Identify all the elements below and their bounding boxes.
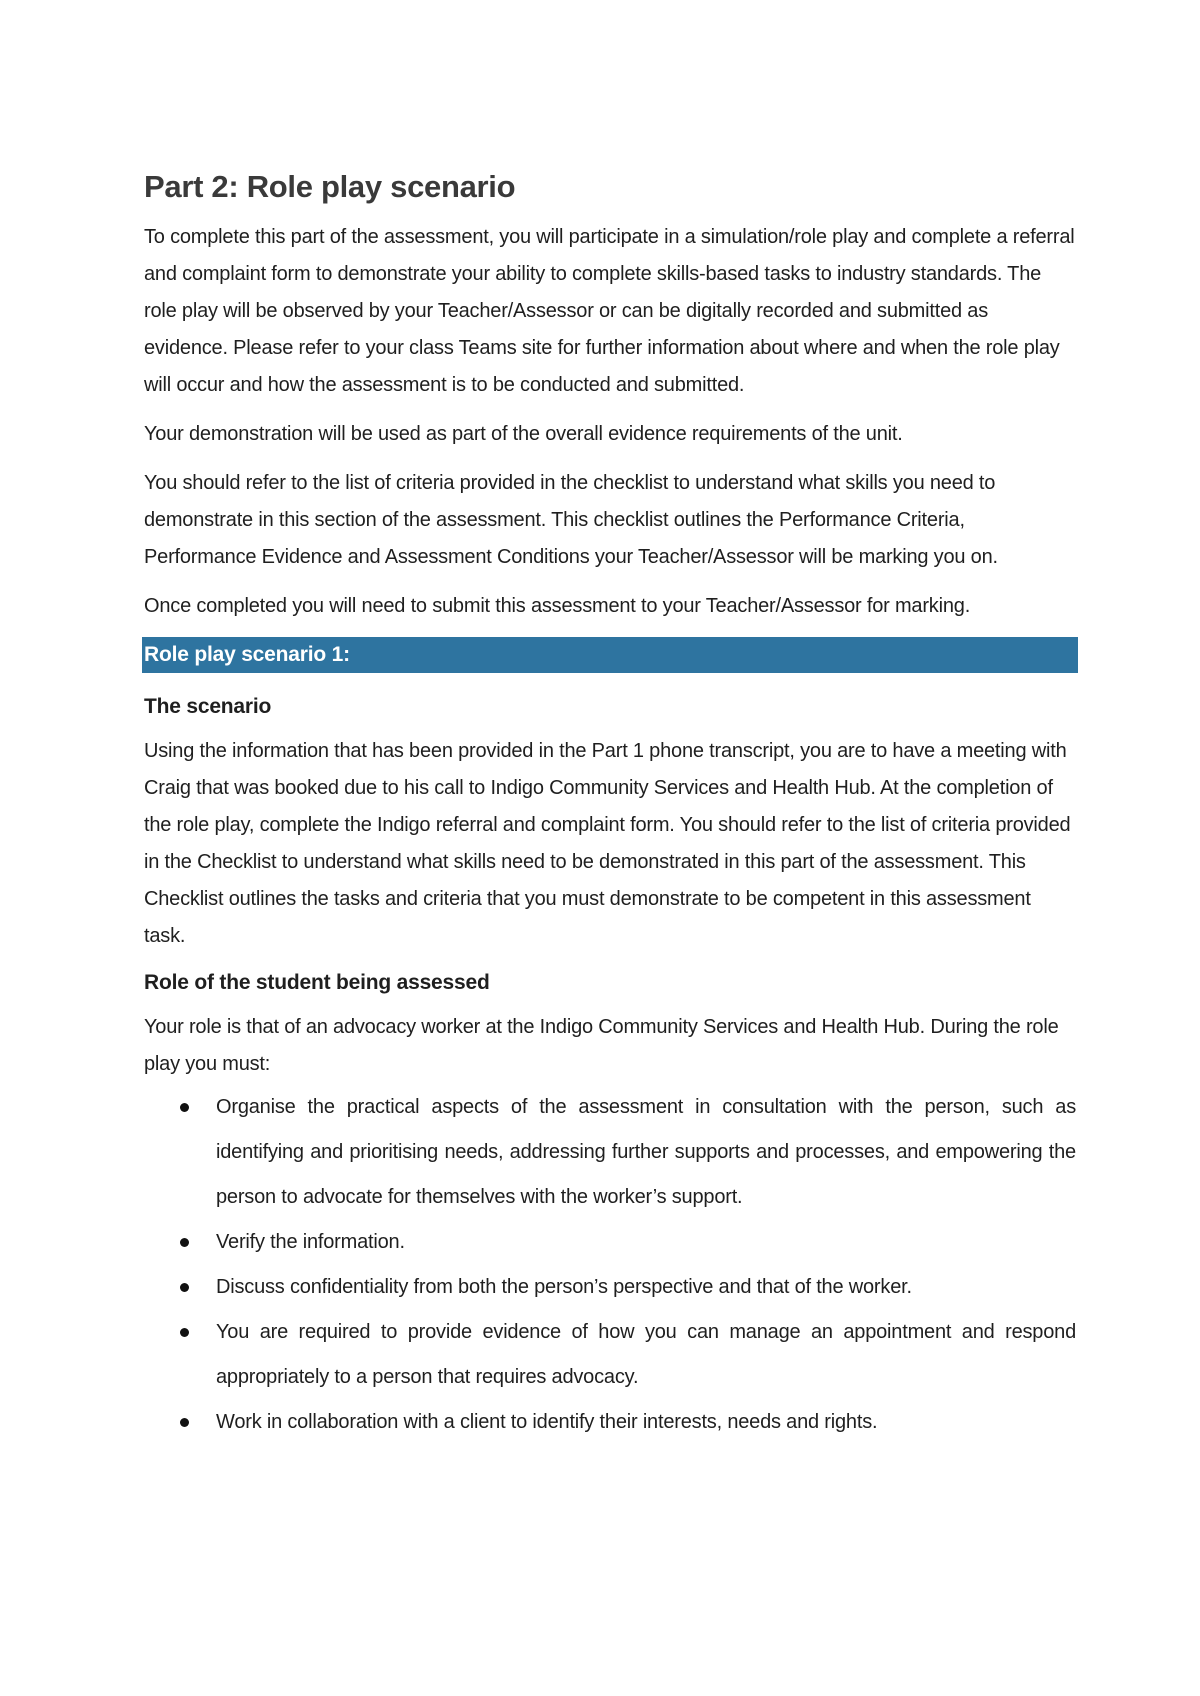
intro-paragraph-1: To complete this part of the assessment, you will participate in a simulation/role play and complete a referral and complaint form to demonstrate your ability to complete skills-based tasks to industry standards. The role play will be observed by your Teacher/Assessor or can be digitally recorded and submitted as evidence. Please refer to your class Teams site for further information about where and when the role play will occur and how the assessment is to be conducted and submitted. — [144, 226, 1075, 397]
bullet-icon — [180, 1418, 189, 1427]
list-item-text: You are required to provide evidence of how you can manage an appointment and respond appropriately to a person that requires advocacy. — [216, 1321, 1076, 1389]
list-item-text: Discuss confidentiality from both the person’s perspective and that of the worker. — [216, 1276, 912, 1299]
bullet-icon — [180, 1103, 189, 1112]
intro-paragraph-3: You should refer to the list of criteria provided in the checklist to understand what skills you need to demonstrate in this section of the assessment. This checklist outlines the Performance Criteria, Performance Evidence and Assessment Conditions your Teacher/Assessor will be marking you on. — [144, 472, 998, 569]
section-header-bar: Role play scenario 1: — [142, 637, 1078, 673]
list-item-text: Work in collaboration with a client to identify their interests, needs and rights. — [216, 1411, 878, 1434]
page-title: Part 2: Role play scenario — [144, 169, 516, 204]
intro-paragraph-4: Once completed you will need to submit this assessment to your Teacher/Assessor for marking. — [144, 595, 971, 618]
list-item-text: Organise the practical aspects of the assessment in consultation with the person, such as identifying and prioritising needs, addressing further supports and processes, and empowering the person to advocate for themselves with the worker’s support. — [216, 1096, 1076, 1209]
list-item — [144, 1265, 1076, 1310]
list-item — [144, 1400, 1076, 1445]
bullet-icon — [180, 1328, 189, 1337]
document-page — [144, 168, 1076, 1445]
role-task-list — [144, 1085, 1076, 1445]
list-item — [144, 1220, 1076, 1265]
role-intro-paragraph: Your role is that of an advocacy worker at the Indigo Community Services and Health Hub. During the role play you must: — [144, 1016, 1059, 1076]
intro-paragraph-2: Your demonstration will be used as part of the overall evidence requirements of the unit. — [144, 423, 903, 446]
role-heading: Role of the student being assessed — [144, 971, 490, 995]
list-item — [144, 1085, 1076, 1220]
bullet-icon — [180, 1283, 189, 1292]
scenario-paragraph: Using the information that has been provided in the Part 1 phone transcript, you are to have a meeting with Craig that was booked due to his call to Indigo Community Services and Health Hub. At the completion of the role play, complete the Indigo referral and complaint form. You should refer to the list of criteria provided in the Checklist to understand what skills need to be demonstrated in this part of the assessment. This Checklist outlines the tasks and criteria that you must demonstrate to be competent in this assessment task. — [144, 740, 1071, 948]
scenario-heading: The scenario — [144, 695, 272, 719]
bullet-icon — [180, 1238, 189, 1247]
list-item — [144, 1310, 1076, 1400]
list-item-text: Verify the information. — [216, 1231, 405, 1254]
